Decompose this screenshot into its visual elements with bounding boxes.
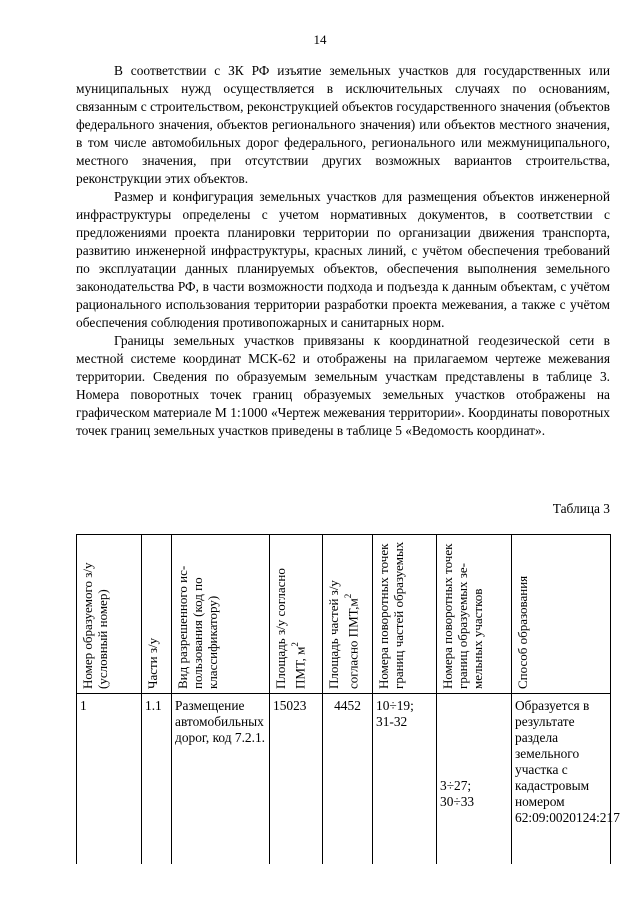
header-cell: Номера поворотных точек границ образуемых зе-мельных участков — [437, 535, 512, 694]
header-cell: Номера поворотных точек границ частей образуемых — [373, 535, 437, 694]
paragraph-1: В соответствии с ЗК РФ изъятие земельных участков для государственных или муниципальных нужд осуществляется в исключительных случаях по основаниям, связанным с строительством, реконструкцией объектов государственного значения (объектов федерального значения, объектов регионального значения) или объектов местного значения, в том числе автомобильных дорог федерального, регионального или межмуниципального, местного значения, при отсутствии других возможных вариантов строительства, реконструкции этих объектов. — [76, 63, 610, 186]
header-cell: Площадь з/у согласно ПМТ, $м^2$ — [270, 535, 323, 694]
page-number: 14 — [313, 32, 327, 47]
header-cell: Части з/у — [142, 535, 172, 694]
cell-use-type: Размещение автомобильных дорог, код 7.2.1. — [172, 694, 270, 865]
header-cell: Вид разрешенного ис-пользования (код по классификатору) — [172, 535, 270, 694]
paragraph-2: Размер и конфигурация земельных участков для размещения объектов инженерной инфраструктуры определены с учетом нормативных документов, в соответствии с предложениями проекта планировки территории по организации движения транспорта, развитию инженерной инфраструктуры, красных линий, с учётом обеспечения требований по эксплуатации данных планируемых объектов, обеспечения выполнения земельного законодательства РФ, в части возможности подхода и подъезда к данным объектам, с учётом рационального использования территории разработки проекта межевания, а также с учётом обеспечения соблюдения противопожарных и санитарных норм. — [76, 189, 610, 330]
table-row — [77, 694, 611, 865]
cell-points: 3÷27; 30÷33 — [437, 694, 512, 865]
header-cell: Способ образования — [512, 535, 611, 694]
cell-method: Образуется в результате раздела земельного участка с кадастровым номером 62:09:0020124:217 — [512, 694, 611, 865]
cell-number: 1 — [77, 694, 142, 865]
cell-part-area: 4452 — [323, 694, 373, 865]
body-text — [76, 62, 610, 440]
cell-part: 1.1 — [142, 694, 172, 865]
header-cell: Площадь частей з/у согласно $ПМТ,м^2$ — [323, 535, 373, 694]
cell-part-points: 10÷19; 31-32 — [373, 694, 437, 865]
cell-area: 15023 — [270, 694, 323, 865]
data-table — [76, 534, 620, 864]
paragraph-3: Границы земельных участков привязаны к координатной геодезической сети в местной системе координат МСК-62 и отображены на прилагаемом чертеже межевания территории. Сведения по образуемым земельным участкам представлены в таблице 3. Номера поворотных точек границ образуемых земельных участков отображены на графическом материале М 1:1000 «Чертеж межевания территории». Координаты поворотных точек границ земельных участков приведены в таблице 5 «Ведомость координат». — [76, 333, 610, 438]
table-caption: Таблица 3 — [552, 501, 610, 516]
table-header-row — [77, 535, 611, 694]
header-cell: Номер образуемого з/у (условный номер) — [77, 535, 142, 694]
